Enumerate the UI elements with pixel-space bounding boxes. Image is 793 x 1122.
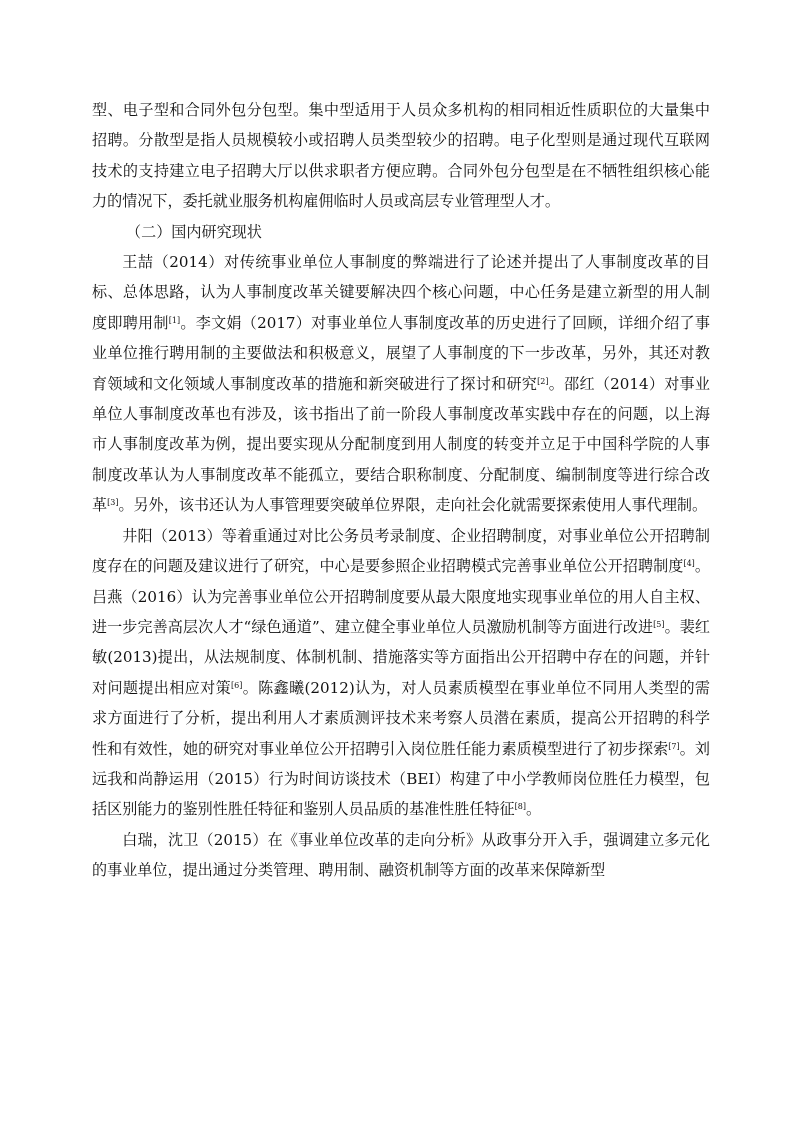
document-page bbox=[92, 95, 710, 886]
citation-ref: [2] bbox=[537, 376, 549, 386]
text-run: 。刘远我和尚静运用（2015）行为时间访谈技术（BEI）构建了中小学教师岗位胜任力模型，包括区别能力的鉴别性胜任特征和鉴别人员品质的基准性胜任特征 bbox=[92, 739, 710, 819]
citation-ref: [3] bbox=[107, 498, 119, 508]
text-run: 。陈鑫曦(2012)认为，对人员素质模型在事业单位不同用人类型的需求方面进行了分析，提出利用人才素质测评技术来考察人员潜在素质，提高公开招聘的科学性和有效性，她的研究对事业单位公开招聘引入岗位胜任能力素质模型进行了初步探索 bbox=[92, 678, 710, 758]
text-run: 。裴红敏(2013)提出，从法规制度、体制机制、措施落实等方面指出公开招聘中存在的问题，并针对问题提出相应对策 bbox=[92, 617, 710, 697]
text-run: 。 bbox=[525, 800, 542, 819]
paragraph-domestic-1 bbox=[92, 247, 710, 521]
paragraph-domestic-3: 白瑞，沈卫（2015）在《事业单位改革的走向分析》从政事分开入手，强调建立多元化的事业单位，提出通过分类管理、聘用制、融资机制等方面的改革来保障新型 bbox=[92, 830, 710, 880]
text-run: 井阳（2013）等着重通过对比公务员考录制度、企业招聘制度，对事业单位公开招聘制度存在的问题及建议进行了研究，中心是要参照企业招聘模式完善事业单位公开招聘制度 bbox=[92, 526, 710, 576]
text-run: 王喆（2014）对传统事业单位人事制度的弊端进行了论述并提出了人事制度改革的目标、总体思路，认为人事制度改革关键要解决四个核心问题，中心任务是建立新型的用人制度即聘用制 bbox=[92, 253, 710, 332]
paragraph-continued: 型、电子型和合同外包分包型。集中型适用于人员众多机构的相同相近性质职位的大量集中招聘。分散型是指人员规模较小或招聘人员类型较少的招聘。电子化型则是通过现代互联网技术的支持建立电子招聘大厅以供求职者方便应聘。合同外包分包型是在不牺牲组织核心能力的情况下，委托就业服务机构雇佣临时人员或高层专业管理型人才。 bbox=[92, 101, 710, 211]
citation-ref: [7] bbox=[668, 741, 680, 751]
citation-ref: [4] bbox=[683, 559, 695, 569]
citation-ref: [8] bbox=[514, 802, 526, 812]
paragraph-domestic-2 bbox=[92, 521, 710, 825]
section-heading: （二）国内研究现状 bbox=[126, 222, 262, 241]
citation-ref: [1] bbox=[168, 315, 181, 325]
text-run: 。邵红（2014）对事业单位人事制度改革也有涉及，该书指出了前一阶段人事制度改革实践中存在的问题，以上海市人事制度改革为例，提出要实现从分配制度到用人制度的转变并立足于中国科学院的人事制度改革认为人事制度改革不能孤立，要结合职称制度、分配制度、编制制度等进行综合改革 bbox=[92, 374, 710, 515]
text-run: 。另外，该书还认为人事管理要突破单位界限，走向社会化就需要探索使用人事代理制。 bbox=[118, 496, 708, 515]
citation-ref: [5] bbox=[653, 619, 665, 629]
text-run: 。李文娟（2017）对事业单位人事制度改革的历史进行了回顾，详细介绍了事业单位推行聘用制的主要做法和积极意义，展望了人事制度的下一步改革，另外，其还对教育领域和文化领域人事制度改革的措施和新突破进行了探讨和研究 bbox=[92, 313, 710, 393]
citation-ref: [6] bbox=[231, 680, 243, 690]
text-run: 。吕燕（2016）认为完善事业单位公开招聘制度要从最大限度地实现事业单位的用人自主权、进一步完善高层次人才“绿色通道”、建立健全事业单位人员激励机制等方面进行改进 bbox=[92, 557, 710, 636]
